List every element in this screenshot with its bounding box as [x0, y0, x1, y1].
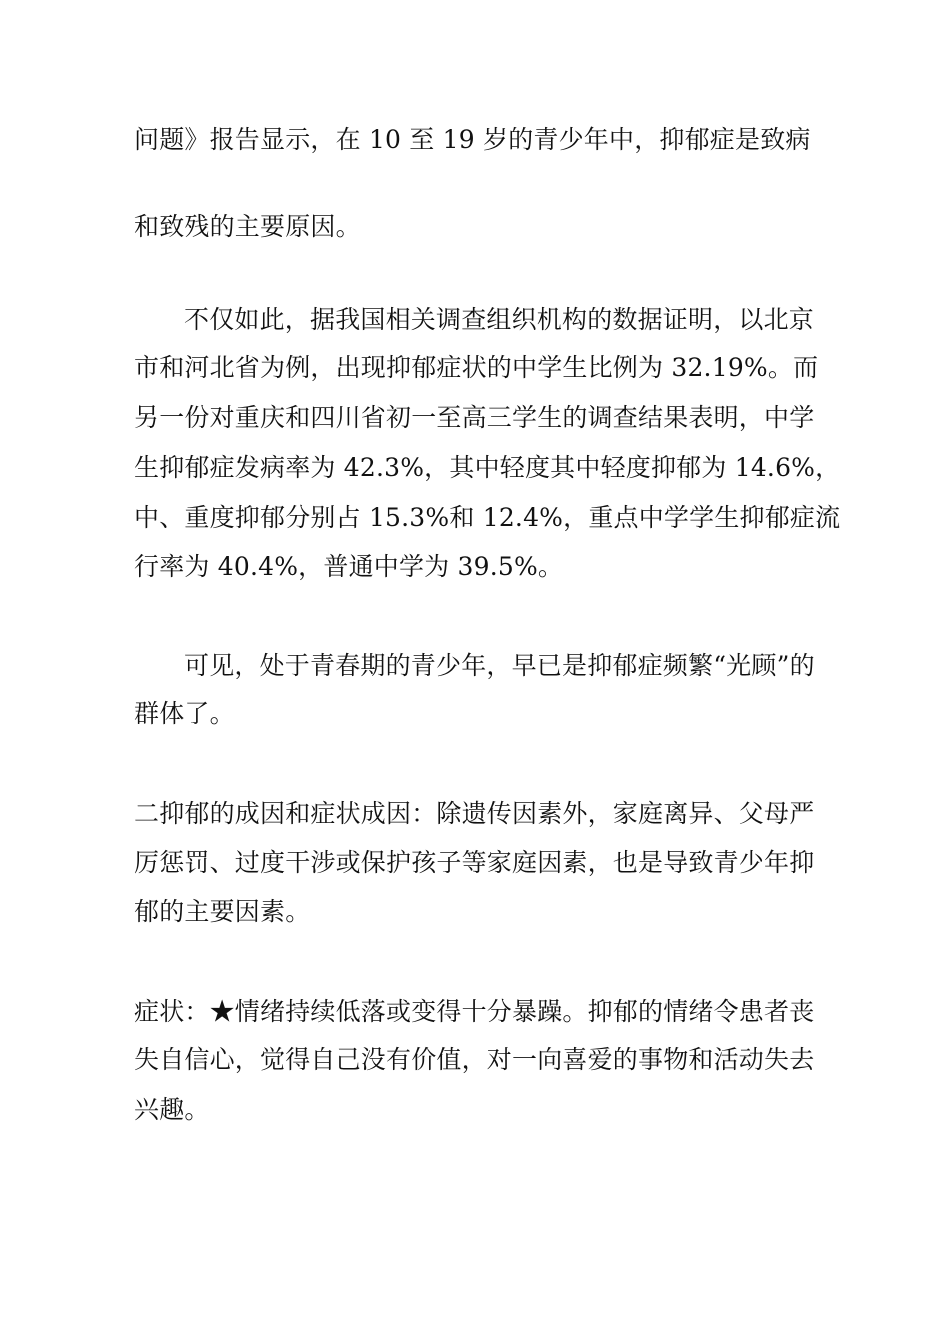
paragraph-2-line-1: 不仅如此，据我国相关调查组织机构的数据证明，以北京 [184, 305, 815, 334]
paragraph-1-line-2: 和致残的主要原因。 [134, 212, 361, 241]
paragraph-2-line-4: 生抑郁症发病率为 42.3%，其中轻度其中轻度抑郁为 14.6%， [134, 453, 841, 482]
paragraph-5-line-1: 症状：★情绪持续低落或变得十分暴躁。抑郁的情绪令患者丧 [134, 997, 815, 1026]
paragraph-4-line-2: 厉惩罚、过度干涉或保护孩子等家庭因素，也是导致青少年抑 [134, 848, 815, 877]
paragraph-4-line-3: 郁的主要因素。 [134, 897, 311, 926]
paragraph-5-line-3: 兴趣。 [134, 1095, 210, 1124]
paragraph-3-line-2: 群体了。 [134, 699, 235, 728]
paragraph-2-line-6: 行率为 40.4%，普通中学为 39.5%。 [134, 552, 564, 581]
paragraph-2-line-2: 市和河北省为例，出现抑郁症状的中学生比例为 32.19%。而 [134, 353, 819, 382]
paragraph-4-line-1: 二抑郁的成因和症状成因：除遗传因素外，家庭离异、父母严 [134, 799, 815, 828]
paragraph-5-line-2: 失自信心，觉得自己没有价值，对一向喜爱的事物和活动失去 [134, 1045, 815, 1074]
paragraph-2-line-3: 另一份对重庆和四川省初一至高三学生的调查结果表明，中学 [134, 403, 815, 432]
paragraph-3-line-1: 可见，处于青春期的青少年，早已是抑郁症频繁“光顾”的 [184, 651, 815, 680]
paragraph-1-line-1: 问题》报告显示，在 10 至 19 岁的青少年中，抑郁症是致病 [134, 125, 811, 154]
paragraph-2-line-5: 中、重度抑郁分别占 15.3%和 12.4%，重点中学学生抑郁症流 [134, 503, 841, 532]
